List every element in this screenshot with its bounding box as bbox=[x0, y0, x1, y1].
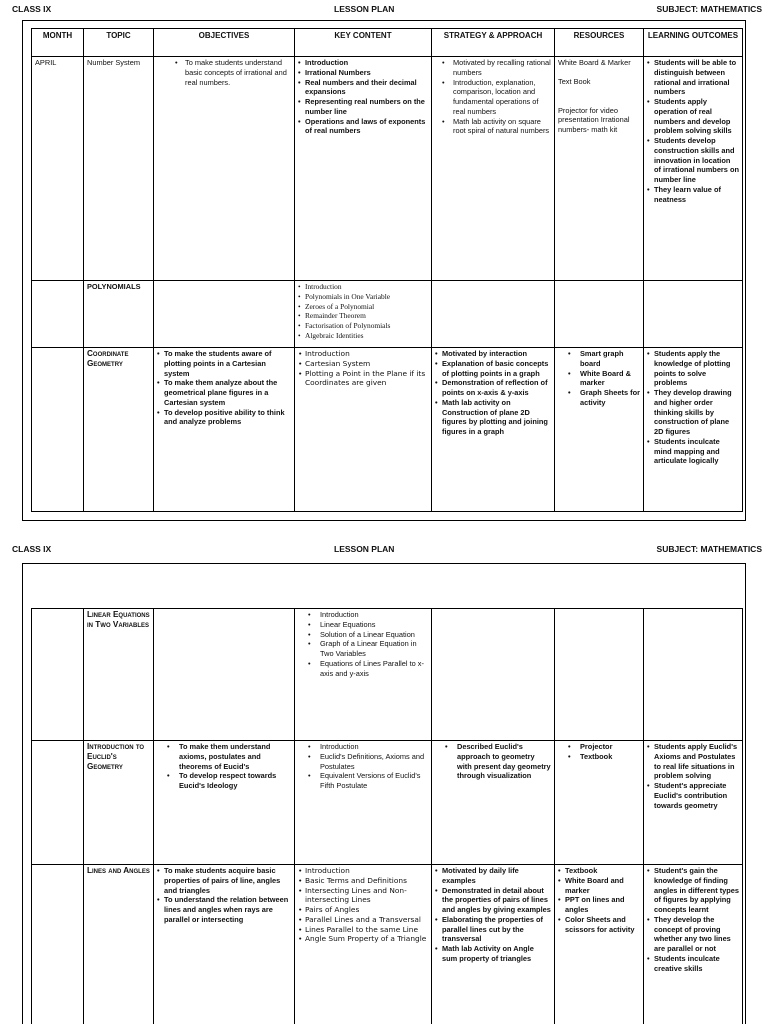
page-header-1 bbox=[0, 4, 768, 18]
strategy-item: • Math lab Activity on Angle sum property of triangles bbox=[435, 944, 551, 964]
col-header-topic: TOPIC bbox=[84, 29, 154, 57]
col-header-strategy: STRATEGY & APPROACH bbox=[432, 29, 555, 57]
objectives-cell bbox=[154, 741, 295, 865]
topic-title: Introduction to Euclid's Geometry bbox=[87, 742, 145, 771]
key-content-cell bbox=[295, 281, 432, 348]
key-content-item: • Real numbers and their decimal expansions bbox=[298, 78, 428, 98]
key-content-item: • Cartesian System bbox=[298, 359, 428, 369]
outcome-item: • Students inculcate mind mapping and articulate logically bbox=[647, 437, 739, 466]
key-content-item: • Introduction bbox=[298, 282, 428, 292]
key-content-item: • Irrational Numbers bbox=[298, 68, 428, 78]
objective-item: • To make them understand axioms, postulates and theorems of Eucid's bbox=[157, 742, 291, 771]
table-row bbox=[32, 865, 743, 1024]
strategy-item: • Explanation of basic concepts of plotting points in a graph bbox=[435, 359, 551, 379]
col-header-resources: RESOURCES bbox=[555, 29, 644, 57]
col-header-outcomes: LEARNING OUTCOMES bbox=[644, 29, 743, 57]
key-content-item: • Parallel Lines and a Transversal bbox=[298, 915, 428, 925]
page-header-2 bbox=[0, 544, 768, 558]
key-content-item: • Pairs of Angles bbox=[298, 905, 428, 915]
lesson-plan-table-1 bbox=[31, 28, 743, 512]
topic-cell bbox=[84, 609, 154, 741]
key-content-cell bbox=[295, 57, 432, 281]
objectives-cell bbox=[154, 281, 295, 348]
key-content-item: • Introduction bbox=[298, 742, 428, 752]
outcome-item: • They learn value of neatness bbox=[647, 185, 739, 205]
resource-item: • Textbook bbox=[558, 752, 640, 762]
strategy-item: • Math lab activity on square root spiral of natural numbers bbox=[435, 117, 551, 137]
outcome-item: • Student's gain the knowledge of finding angles in different types of figures by applying concepts learnt bbox=[647, 866, 739, 915]
objective-item: • To make the students aware of plotting points in a Cartesian system bbox=[157, 349, 291, 378]
key-content-item: • Solution of a Linear Equation bbox=[298, 630, 428, 640]
resource-item: • White Board & marker bbox=[558, 369, 640, 389]
resource-item: • Smart graph board bbox=[558, 349, 640, 369]
table-row bbox=[32, 609, 743, 741]
key-content-item: • Linear Equations bbox=[298, 620, 428, 630]
resources-cell bbox=[555, 348, 644, 512]
class-label: CLASS IX bbox=[12, 4, 52, 14]
strategy-cell bbox=[432, 865, 555, 1024]
outcome-item: • Student's appreciate Euclid's contribution towards geometry bbox=[647, 781, 739, 810]
resource-item: • Textbook bbox=[558, 866, 640, 876]
key-content-item: • Intersecting Lines and Non-intersecting Lines bbox=[298, 886, 428, 906]
col-header-key-content: KEY CONTENT bbox=[295, 29, 432, 57]
key-content-item: • Introduction bbox=[298, 349, 428, 359]
strategy-cell bbox=[432, 609, 555, 741]
objectives-cell bbox=[154, 865, 295, 1024]
strategy-cell bbox=[432, 348, 555, 512]
outcomes-cell bbox=[644, 865, 743, 1024]
table-row bbox=[32, 348, 743, 512]
objective-item: • To make students acquire basic properties of pairs of line, angles and triangles bbox=[157, 866, 291, 895]
resource-item: • Graph Sheets for activity bbox=[558, 388, 640, 408]
month-cell bbox=[32, 281, 84, 348]
objective-item: • To make students understand basic concepts of irrational and real numbers. bbox=[157, 58, 291, 87]
outcome-item: • They develop drawing and higher order thinking skills by construction of plane 2D figures bbox=[647, 388, 739, 437]
outcomes-cell bbox=[644, 57, 743, 281]
objectives-cell bbox=[154, 57, 295, 281]
topic-cell bbox=[84, 865, 154, 1024]
resources-cell bbox=[555, 741, 644, 865]
month-cell bbox=[32, 741, 84, 865]
col-header-month: MONTH bbox=[32, 29, 84, 57]
resources-cell bbox=[555, 609, 644, 741]
topic-title: Coordinate Geometry bbox=[87, 349, 129, 368]
strategy-cell bbox=[432, 57, 555, 281]
resource-item: Text Book bbox=[558, 76, 591, 86]
key-content-item: • Plotting a Point in the Plane if its Coordinates are given bbox=[298, 369, 428, 389]
outcomes-cell bbox=[644, 281, 743, 348]
key-content-cell bbox=[295, 865, 432, 1024]
topic-title: Linear Equations in Two Variables bbox=[87, 610, 150, 629]
key-content-item: • Polynomials in One Variable bbox=[298, 292, 428, 302]
table-header-row bbox=[32, 29, 743, 57]
key-content-item: • Operations and laws of exponents of real numbers bbox=[298, 117, 428, 137]
key-content-item: • Lines Parallel to the same Line bbox=[298, 925, 428, 935]
resource-item: • PPT on lines and angles bbox=[558, 895, 640, 915]
outcome-item: • Students develop construction skills and innovation in location of irrational numbers on number line bbox=[647, 136, 739, 185]
strategy-cell bbox=[432, 281, 555, 348]
col-header-objectives: OBJECTIVES bbox=[154, 29, 295, 57]
key-content-item: • Remainder Theorem bbox=[298, 311, 428, 321]
resources-cell bbox=[555, 57, 644, 281]
key-content-item: • Algebraic Identities bbox=[298, 331, 428, 341]
subject-label: SUBJECT: MATHEMATICS bbox=[656, 544, 762, 554]
resource-item: • Color Sheets and scissors for activity bbox=[558, 915, 640, 935]
strategy-item: • Math lab activity on Construction of plane 2D figures by plotting and joining figures in a graph bbox=[435, 398, 551, 437]
strategy-item: • Introduction, explanation, comparison, location and fundamental operations of real numbers bbox=[435, 78, 551, 117]
table-row bbox=[32, 57, 743, 281]
key-content-item: • Equivalent Versions of Euclid's Fifth Postulate bbox=[298, 771, 428, 791]
strategy-item: • Motivated by recalling rational numbers bbox=[435, 58, 551, 78]
objective-item: • To understand the relation between lines and angles when rays are parallel or intersecting bbox=[157, 895, 291, 924]
outcome-item: • Students apply Euclid's Axioms and Postulates to real life situations in problem solving bbox=[647, 742, 739, 781]
outcome-item: • Students inculcate creative skills bbox=[647, 954, 739, 974]
objectives-cell bbox=[154, 609, 295, 741]
outcome-item: • Students apply operation of real numbers and develop problem solving skills bbox=[647, 97, 739, 136]
objective-item: • To develop positive ability to think and analyze problems bbox=[157, 408, 291, 428]
key-content-cell bbox=[295, 741, 432, 865]
strategy-item: • Demonstrated in detail about the properties of pairs of lines and angles by giving examples bbox=[435, 886, 551, 915]
strategy-item: • Motivated by interaction bbox=[435, 349, 551, 359]
strategy-item: • Demonstration of reflection of points on x-axis & y-axis bbox=[435, 378, 551, 398]
table-row bbox=[32, 741, 743, 865]
key-content-item: • Graph of a Linear Equation in Two Variables bbox=[298, 639, 428, 659]
month-cell bbox=[32, 348, 84, 512]
key-content-item: • Factorisation of Polynomials bbox=[298, 321, 428, 331]
resource-item: White Board & Marker bbox=[558, 58, 631, 67]
subject-label: SUBJECT: MATHEMATICS bbox=[656, 4, 762, 14]
topic-title: Lines and Angles bbox=[87, 866, 150, 875]
key-content-cell bbox=[295, 609, 432, 741]
key-content-item: • Introduction bbox=[298, 866, 428, 876]
key-content-item: • Zeroes of a Polynomial bbox=[298, 302, 428, 312]
month-cell bbox=[32, 609, 84, 741]
lesson-plan-title: LESSON PLAN bbox=[334, 4, 395, 14]
key-content-item: • Introduction bbox=[298, 58, 428, 68]
outcome-item: • They develop the concept of proving whether any two lines are parallel or not bbox=[647, 915, 739, 954]
key-content-item: • Introduction bbox=[298, 610, 428, 620]
outcome-item: • Students apply the knowledge of plotting points to solve problems bbox=[647, 349, 739, 388]
resources-cell bbox=[555, 281, 644, 348]
resources-cell bbox=[555, 865, 644, 1024]
strategy-item: • Described Euclid's approach to geometry with present day geometry through visualization bbox=[435, 742, 551, 781]
month-cell: APRIL bbox=[32, 57, 84, 281]
outcomes-cell bbox=[644, 609, 743, 741]
resource-item: • Projector bbox=[558, 742, 640, 752]
strategy-item: • Motivated by daily life examples bbox=[435, 866, 551, 886]
objective-item: • To make them analyze about the geometrical plane figures in a Cartesian system bbox=[157, 378, 291, 407]
lesson-plan-title: LESSON PLAN bbox=[334, 544, 395, 554]
lesson-plan-table-2 bbox=[31, 608, 743, 1024]
outcomes-cell bbox=[644, 741, 743, 865]
strategy-cell bbox=[432, 741, 555, 865]
outcomes-cell bbox=[644, 348, 743, 512]
class-label: CLASS IX bbox=[12, 544, 52, 554]
key-content-item: • Angle Sum Property of a Triangle bbox=[298, 934, 428, 944]
table-row bbox=[32, 281, 743, 348]
outcome-item: • Students will be able to distinguish between rational and irrational numbers bbox=[647, 58, 739, 97]
key-content-item: • Basic Terms and Definitions bbox=[298, 876, 428, 886]
topic-cell bbox=[84, 348, 154, 512]
objective-item: • To develop respect towards Eucid's Ideology bbox=[157, 771, 291, 791]
key-content-item: • Equations of Lines Parallel to x-axis and y-axis bbox=[298, 659, 428, 679]
topic-cell: Number System bbox=[84, 57, 154, 281]
key-content-item: • Euclid's Definitions, Axioms and Postulates bbox=[298, 752, 428, 772]
key-content-cell bbox=[295, 348, 432, 512]
resource-item: • White Board and marker bbox=[558, 876, 640, 896]
objectives-cell bbox=[154, 348, 295, 512]
strategy-item: • Elaborating the properties of parallel lines cut by the transversal bbox=[435, 915, 551, 944]
month-cell bbox=[32, 865, 84, 1024]
key-content-item: • Representing real numbers on the number line bbox=[298, 97, 428, 117]
resource-item: Projector for video presentation Irrational numbers- math kit bbox=[558, 105, 630, 135]
topic-cell: POLYNOMIALS bbox=[84, 281, 154, 348]
topic-cell bbox=[84, 741, 154, 865]
